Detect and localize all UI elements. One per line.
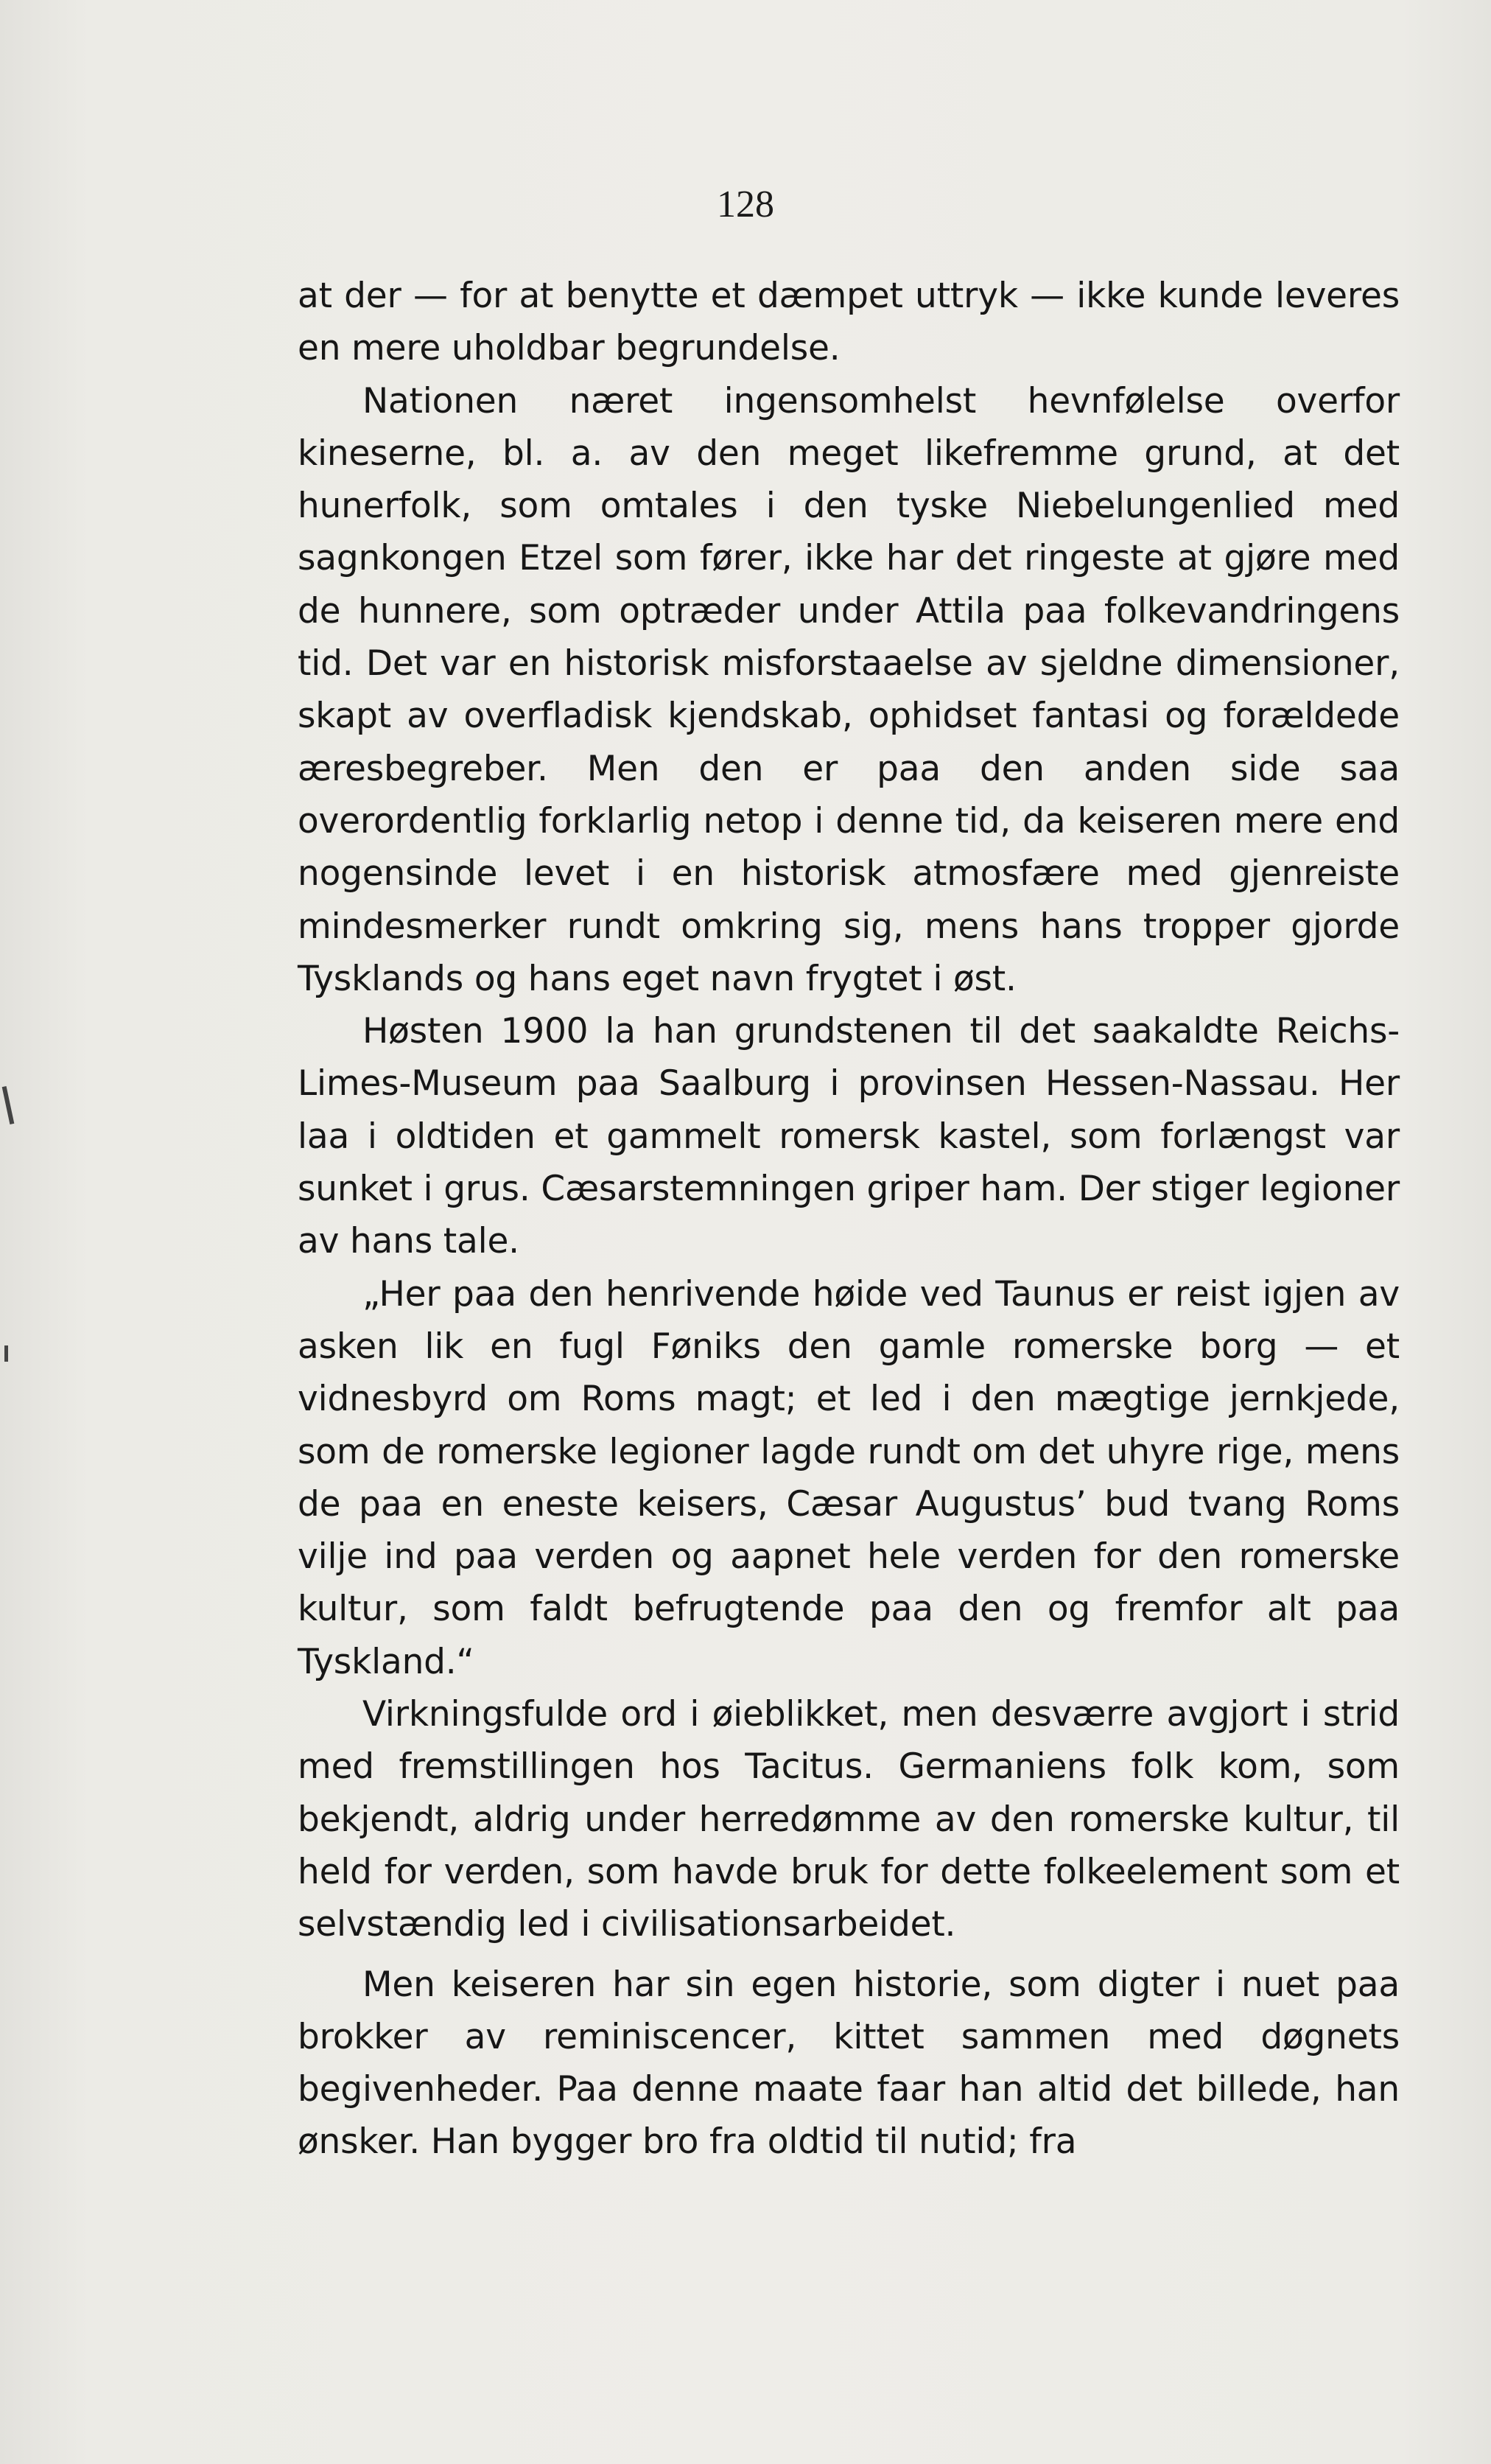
paragraph: at der — for at benytte et dæmpet uttryk — ikke kunde leveres en mere uholdbar begrundelse. [298, 276, 1400, 369]
page-number: 128 [717, 183, 774, 225]
body-text [298, 270, 1400, 2169]
paragraph: Virkningsfulde ord i øieblikket, men desværre avgjort i strid med fremstillingen hos Tacitus. Germaniens folk kom, som bekjendt, aldrig under herredømme av den romerske kultur, til held for verden, som havde bruk for dette folkeelement som et selvstændig led i civilisationsarbeidet. [298, 1694, 1400, 1945]
paragraph: Nationen næret ingensomhelst hevnfølelse overfor kineserne, bl. a. av den meget likefremme grund, at det hunerfolk, som omtales i den tyske Niebelungenlied med sagnkongen Etzel som fører, ikke har det ringeste at gjøre med de hunnere, som optræder under Attila paa folkevandringens tid. Det var en historisk misforstaaelse av sjeldne dimensioner, skapt av overfladisk kjendskab, ophidset fantasi og forældede æresbegreber. Men den er paa den anden side saa overordentlig forklarlig netop i denne tid, da keiseren mere end nogensinde levet i en historisk atmosfære med gjenreiste mindesmerker rundt omkring sig, mens hans tropper gjorde Tysklands og hans eget navn frygtet i øst. [298, 380, 1400, 999]
paragraph: Høsten 1900 la han grundstenen til det saakaldte Reichs-Limes-Museum paa Saalburg i provinsen Hessen-Nassau. Her laa i oldtiden et gammelt romersk kastel, som forlængst var sunket i grus. Cæsarstemningen griper ham. Der stiger legioner av hans tale. [298, 1011, 1400, 1262]
scan-mark [2, 1086, 15, 1124]
scan-mark [4, 1345, 8, 1362]
paragraph: „Her paa den henrivende høide ved Taunus er reist igjen av asken lik en fugl Føniks den gamle romerske borg — et vidnesbyrd om Roms magt; et led i den mægtige jernkjede, som de romerske legioner lagde rundt om det uhyre rige, mens de paa en eneste keisers, Cæsar Augustus’ bud tvang Roms vilje ind paa verden og aapnet hele verden for den romerske kultur, som faldt befrugtende paa den og fremfor alt paa Tyskland.“ [298, 1273, 1400, 1682]
paragraph: Men keiseren har sin egen historie, som digter i nuet paa brokker av reminiscencer, kittet sammen med døgnets begivenheder. Paa denne maate faar han altid det billede, han ønsker. Han bygger bro fra oldtid til nutid; fra [298, 1964, 1400, 2163]
